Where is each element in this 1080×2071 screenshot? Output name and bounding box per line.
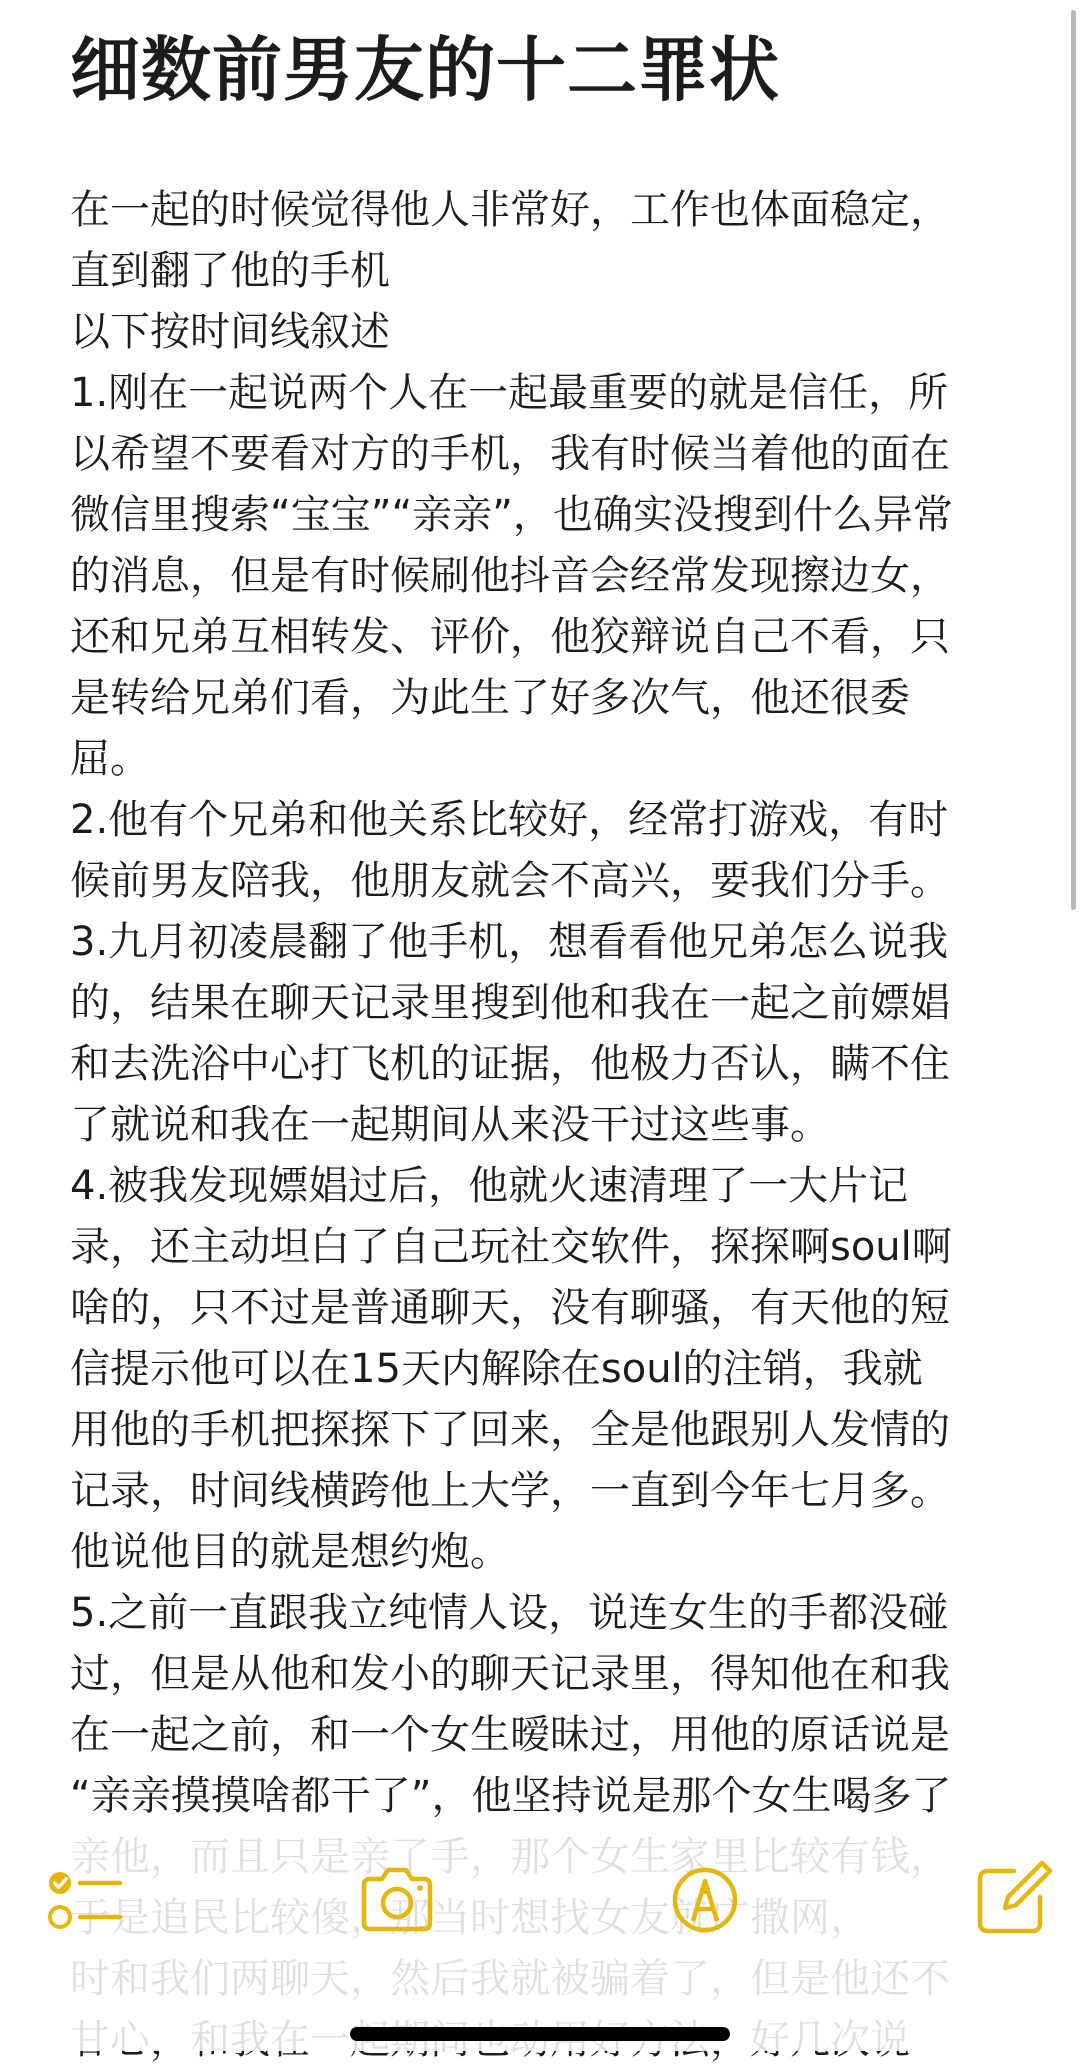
note-line: 3.九月初凌晨翻了他手机，想看看他兄弟怎么说我 xyxy=(70,919,949,965)
note-line: 屈。 xyxy=(70,736,150,782)
markup-pen-icon xyxy=(660,1855,750,1945)
note-line: 记录，时间线横跨他上大学，一直到今年七月多。 xyxy=(70,1468,950,1514)
markup-button[interactable] xyxy=(660,1855,750,1945)
camera-icon xyxy=(352,1855,442,1945)
note-line: 的，结果在聊天记录里搜到他和我在一起之前嫖娼 xyxy=(70,980,950,1026)
checklist-icon xyxy=(40,1855,130,1945)
note-line: 用他的手机把探探下了回来，全是他跟别人发情的 xyxy=(70,1407,950,1453)
checklist-button[interactable] xyxy=(40,1855,130,1945)
note-line: 过，但是从他和发小的聊天记录里，得知他在和我 xyxy=(70,1651,950,1697)
note-line: 录，还主动坦白了自己玩社交软件，探探啊soul啊 xyxy=(70,1224,952,1270)
note-line: 信提示他可以在15天内解除在soul的注销，我就 xyxy=(70,1346,923,1392)
note-line: 4.被我发现嫖娼过后，他就火速清理了一大片记 xyxy=(70,1163,909,1209)
note-line: 以希望不要看对方的手机，我有时候当着他的面在 xyxy=(70,431,950,477)
note-line: 2.他有个兄弟和他关系比较好，经常打游戏，有时 xyxy=(70,797,949,843)
scroll-indicator[interactable] xyxy=(1071,10,1076,910)
note-line: 5.之前一直跟我立纯情人设，说连女生的手都没碰 xyxy=(70,1590,949,1636)
compose-button[interactable] xyxy=(966,1855,1056,1945)
note-line: 啥的，只不过是普通聊天，没有聊骚，有天他的短 xyxy=(70,1285,950,1331)
camera-button[interactable] xyxy=(352,1855,442,1945)
note-line: 直到翻了他的手机 xyxy=(70,248,390,294)
note-line: 的消息，但是有时候刷他抖音会经常发现擦边女， xyxy=(70,553,950,599)
note-line: 以下按时间线叙述 xyxy=(70,309,390,355)
note-line: 是转给兄弟们看，为此生了好多次气，他还很委 xyxy=(70,675,910,721)
note-line: 他说他目的就是想约炮。 xyxy=(70,1529,510,1575)
compose-icon xyxy=(966,1855,1056,1945)
note-line: “亲亲摸摸啥都干了”，他坚持说是那个女生喝多了 xyxy=(70,1773,952,1819)
note-line: 和去洗浴中心打飞机的证据，他极力否认，瞒不住 xyxy=(70,1041,950,1087)
note-line: 还和兄弟互相转发、评价，他狡辩说自己不看，只 xyxy=(70,614,950,660)
note-line: 在一起之前，和一个女生暧昧过，用他的原话说是 xyxy=(70,1712,950,1758)
bottom-toolbar xyxy=(0,1855,1080,1965)
note-line: 微信里搜索“宝宝”“亲亲”，也确实没搜到什么异常 xyxy=(70,492,953,538)
note-body[interactable] xyxy=(70,180,1030,2071)
note-title[interactable]: 细数前男友的十二罪状 xyxy=(70,29,780,111)
note-line: 1.刚在一起说两个人在一起最重要的就是信任，所 xyxy=(70,370,949,416)
note-line: 候前男友陪我，他朋友就会不高兴，要我们分手。 xyxy=(70,858,950,904)
home-indicator[interactable] xyxy=(350,2027,730,2041)
note-line: 在一起的时候觉得他人非常好，工作也体面稳定， xyxy=(70,187,950,233)
note-line: 了就说和我在一起期间从来没干过这些事。 xyxy=(70,1102,830,1148)
